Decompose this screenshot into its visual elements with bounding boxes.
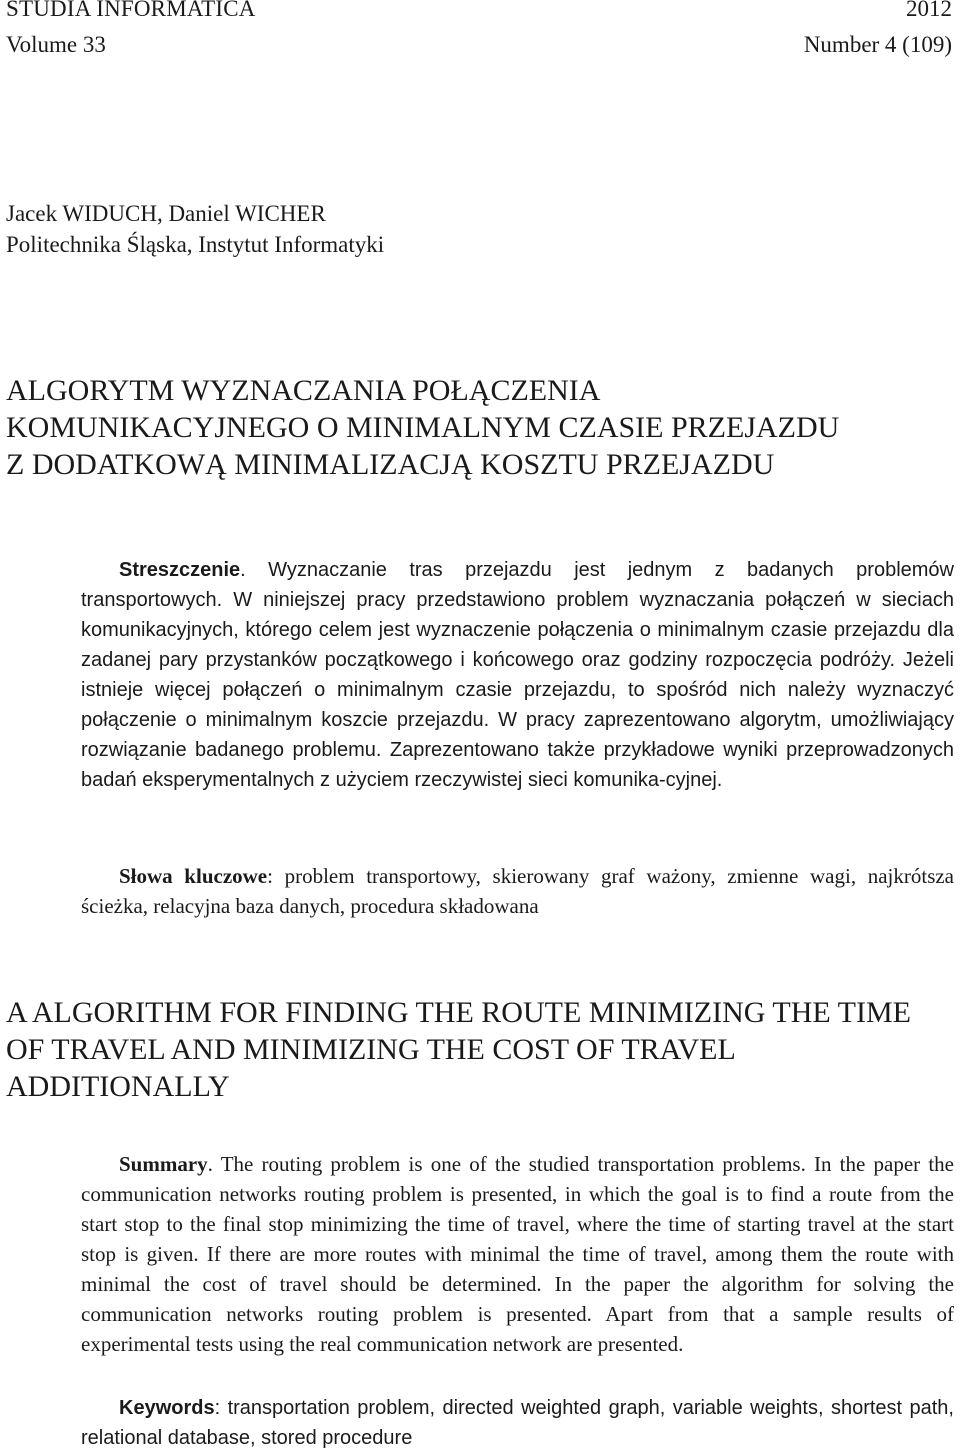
affiliation: Politechnika Śląska, Instytut Informatyki <box>6 232 385 257</box>
abstract-polish-text: . Wyznaczanie tras przejazdu jest jednym z badanych problemów transportowych. W niniejszej pracy przedstawiono problem wyznaczania połączeń w sieciach komunikacyjnych, którego celem jest wyznaczenie połączenia o minimalnym czasie przejazdu dla zadanej pary przystanków początkowego i końcowego oraz godziny rozpoczęcia podróży. Jeżeli istnieje więcej połączeń o minimalnym czasie przejazdu, to spośród nich należy wyznaczyć połączenie o minimalnym koszcie przejazdu. W pracy zaprezentowano algorytm, umożliwiający rozwiązanie badanego problemu. Zaprezentowano także przykładowe wyniki przeprowadzonych badań eksperymentalnych z użyciem rzeczywistej sieci komunika-cyjnej. <box>81 559 954 791</box>
title-polish-line: ALGORYTM WYZNACZANIA POŁĄCZENIA <box>6 374 601 407</box>
abstract-english <box>81 1149 954 1359</box>
journal-name: STUDIA INFORMATICA <box>6 0 256 21</box>
keywords-english <box>81 1393 954 1453</box>
title-english-line: ADDITIONALLY <box>6 1070 230 1103</box>
journal-volume: Volume 33 <box>6 32 106 57</box>
keywords-polish <box>81 861 954 921</box>
keywords-polish-label: Słowa kluczowe <box>119 864 268 888</box>
abstract-polish <box>81 555 954 795</box>
journal-number: Number 4 (109) <box>803 32 952 57</box>
abstract-polish-label: Streszczenie <box>119 559 241 581</box>
title-english-line: A ALGORITHM FOR FINDING THE ROUTE MINIMIZING THE TIME <box>6 996 911 1029</box>
title-polish <box>6 372 839 483</box>
abstract-english-label: Summary <box>119 1152 208 1176</box>
abstract-english-text: . The routing problem is one of the studied transportation problems. In the paper the communication networks routing problem is presented, in which the goal is to find a route from the start stop to the final stop minimizing the time of travel, where the time of starting travel at the start stop is given. If there are more routes with minimal the time of travel, among them the route with minimal the cost of travel should be determined. In the paper the algorithm for solving the communication networks routing problem is presented. Apart from that a sample results of experimental tests using the real communication network are presented. <box>81 1152 954 1356</box>
title-polish-line: Z DODATKOWĄ MINIMALIZACJĄ KOSZTU PRZEJAZDU <box>6 448 775 481</box>
keywords-english-label: Keywords <box>119 1397 215 1419</box>
journal-year: 2012 <box>906 0 952 21</box>
title-english <box>6 994 911 1105</box>
title-polish-line: KOMUNIKACYJNEGO O MINIMALNYM CZASIE PRZEJAZDU <box>6 411 840 444</box>
keywords-english-text: : transportation problem, directed weighted graph, variable weights, shortest path, relational database, stored procedure <box>81 1397 954 1449</box>
authors: Jacek WIDUCH, Daniel WICHER <box>6 201 326 226</box>
title-english-line: OF TRAVEL AND MINIMIZING THE COST OF TRAVEL <box>6 1033 736 1066</box>
keywords-polish-text: : problem transportowy, skierowany graf ważony, zmienne wagi, najkrótsza ścieżka, relacyjna baza danych, procedura składowana <box>81 864 955 918</box>
